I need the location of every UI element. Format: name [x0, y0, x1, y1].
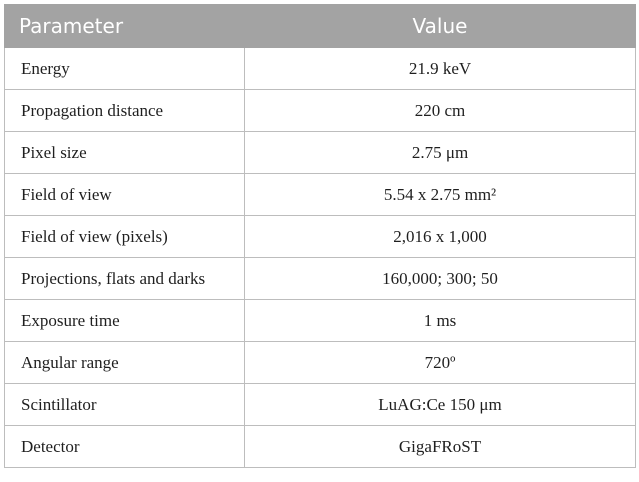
- header-row: [5, 5, 636, 48]
- table-row: [5, 300, 636, 342]
- row-scintillator-parameter: Scintillator: [5, 384, 245, 426]
- row-pixel-size-value: 2.75 μm: [245, 132, 636, 174]
- table-row: [5, 48, 636, 90]
- table-row: [5, 426, 636, 468]
- row-exposure-time-value: 1 ms: [245, 300, 636, 342]
- row-energy-value: 21.9 keV: [245, 48, 636, 90]
- table-row: [5, 258, 636, 300]
- row-field-of-view-value: 5.54 x 2.75 mm²: [245, 174, 636, 216]
- row-angular-range-parameter: Angular range: [5, 342, 245, 384]
- row-propagation-distance-value: 220 cm: [245, 90, 636, 132]
- table-row: [5, 216, 636, 258]
- parameter-table: [4, 4, 636, 468]
- header-value: Value: [245, 5, 636, 48]
- row-field-of-view-pixels-value: 2,016 x 1,000: [245, 216, 636, 258]
- table-row: [5, 90, 636, 132]
- table-row: [5, 174, 636, 216]
- row-energy-parameter: Energy: [5, 48, 245, 90]
- table-row: [5, 132, 636, 174]
- row-field-of-view-parameter: Field of view: [5, 174, 245, 216]
- table-row: [5, 384, 636, 426]
- row-propagation-distance-parameter: Propagation distance: [5, 90, 245, 132]
- row-detector-value: GigaFRoST: [245, 426, 636, 468]
- row-detector-parameter: Detector: [5, 426, 245, 468]
- row-projections-parameter: Projections, flats and darks: [5, 258, 245, 300]
- header-parameter: Parameter: [5, 5, 245, 48]
- row-angular-range-value: 720º: [245, 342, 636, 384]
- row-pixel-size-parameter: Pixel size: [5, 132, 245, 174]
- table-row: [5, 342, 636, 384]
- row-scintillator-value: LuAG:Ce 150 μm: [245, 384, 636, 426]
- row-field-of-view-pixels-parameter: Field of view (pixels): [5, 216, 245, 258]
- row-exposure-time-parameter: Exposure time: [5, 300, 245, 342]
- row-projections-value: 160,000; 300; 50: [245, 258, 636, 300]
